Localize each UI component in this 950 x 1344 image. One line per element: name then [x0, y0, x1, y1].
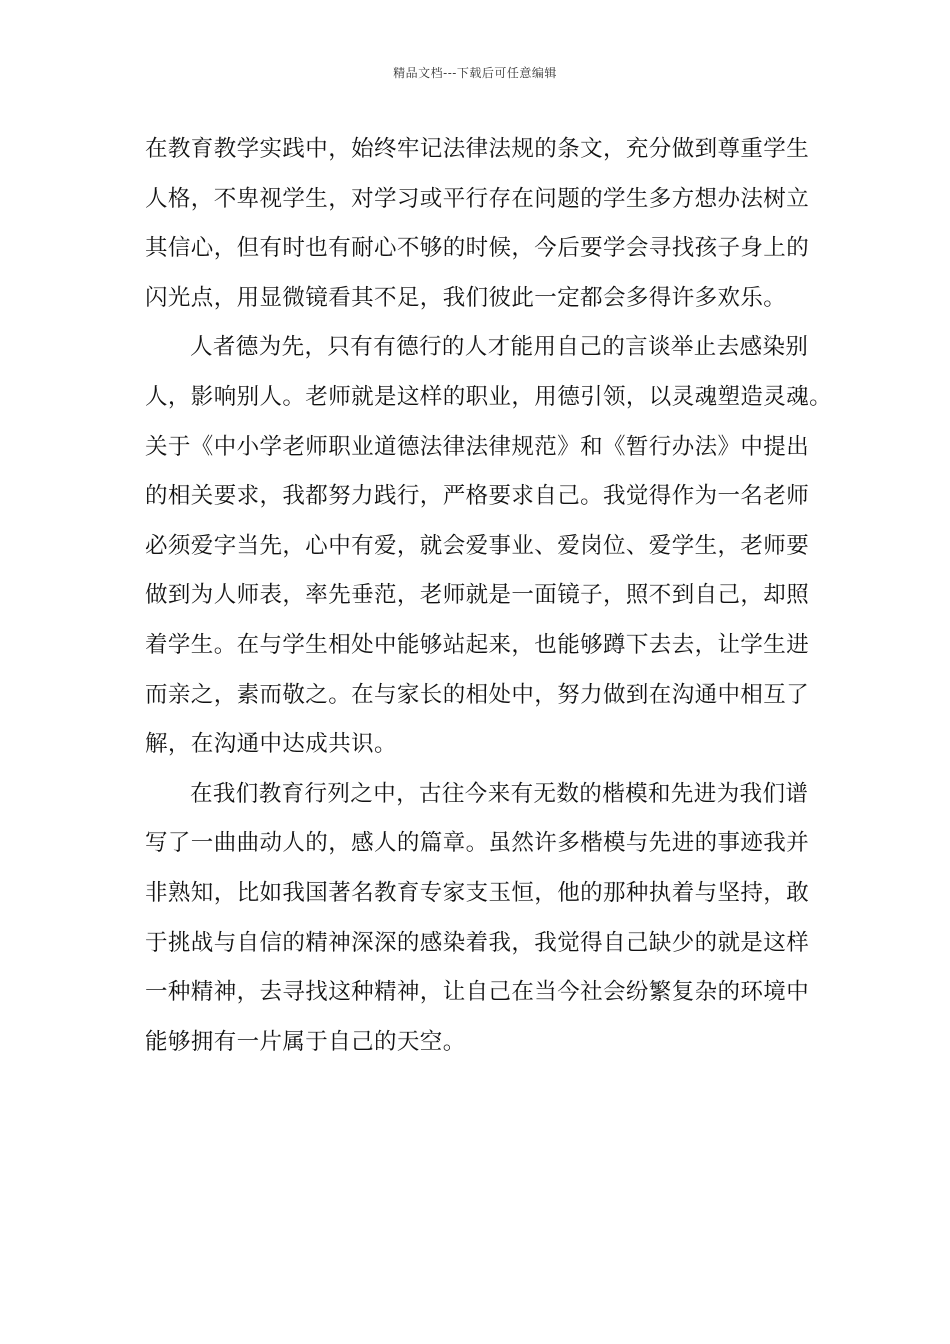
text-line: 其信心，但有时也有耐心不够的时候，今后要学会寻找孩子身上的	[145, 235, 810, 262]
text-line: 于挑战与自信的精神深深的感染着我，我觉得自己缺少的就是这样	[145, 929, 810, 956]
paragraph-2	[145, 323, 835, 769]
text-line: 一种精神，去寻找这种精神，让自己在当今社会纷繁复杂的环境中	[145, 979, 810, 1006]
paragraph-3	[145, 770, 835, 1068]
paragraph-1	[145, 125, 835, 323]
text-line: 人格，不卑视学生，对学习或平行存在问题的学生多方想办法树立	[145, 185, 810, 212]
text-line: 关于《中小学老师职业道德法律法律规范》和《暂行办法》中提出	[145, 433, 810, 460]
text-line: 闪光点，用显微镜看其不足，我们彼此一定都会多得许多欢乐。	[145, 284, 787, 311]
text-line: 人，影响别人。老师就是这样的职业，用德引领，以灵魂塑造灵魂。	[145, 383, 833, 410]
page-header: 精品文档---下载后可任意编辑	[393, 66, 557, 80]
text-line: 解，在沟通中达成共识。	[145, 731, 397, 758]
text-line: 而亲之，素而敬之。在与家长的相处中，努力做到在沟通中相互了	[145, 681, 810, 708]
text-line: 的相关要求，我都努力践行，严格要求自己。我觉得作为一名老师	[145, 483, 810, 510]
text-line: 做到为人师表，率先垂范，老师就是一面镜子，照不到自己，却照	[145, 582, 810, 609]
text-line: 能够拥有一片属于自己的天空。	[145, 1028, 466, 1055]
text-line: 在教育教学实践中，始终牢记法律法规的条文，充分做到尊重学生	[145, 136, 810, 162]
text-line: 非熟知，比如我国著名教育专家支玉恒，他的那种执着与坚持，敢	[145, 879, 810, 906]
text-line: 必须爱字当先，心中有爱，就会爱事业、爱岗位、爱学生，老师要	[145, 532, 810, 559]
text-line: 人者德为先，只有有德行的人才能用自己的言谈举止去感染别	[190, 334, 809, 361]
text-line: 写了一曲曲动人的，感人的篇章。虽然许多楷模与先进的事迹我并	[145, 830, 810, 857]
text-line: 着学生。在与学生相处中能够站起来，也能够蹲下去去，让学生进	[145, 631, 810, 658]
document-body	[145, 125, 835, 1067]
text-line: 在我们教育行列之中，古往今来有无数的楷模和先进为我们谱	[190, 780, 809, 807]
